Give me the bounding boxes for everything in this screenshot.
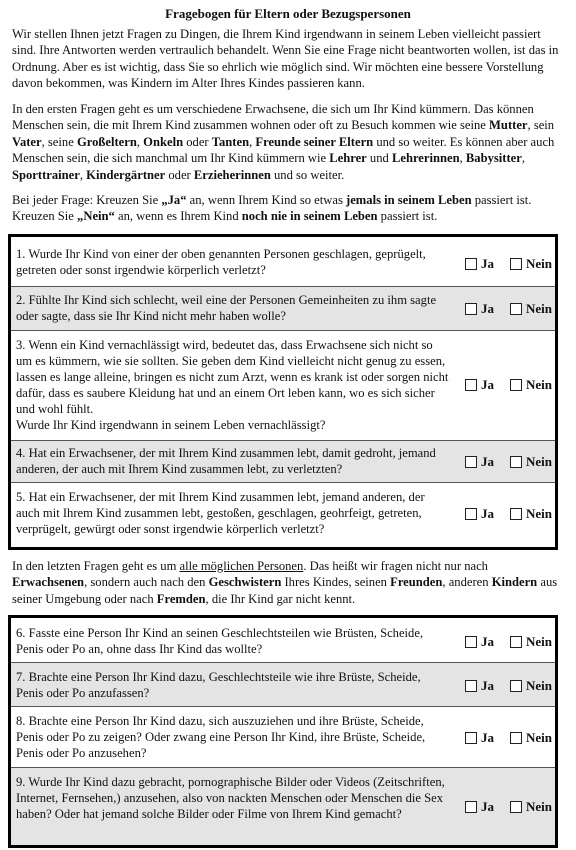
- checkbox-nein[interactable]: [510, 258, 522, 270]
- middle-paragraph: In den letzten Fragen geht es um alle möglichen Personen. Das heißt wir fragen nicht nur nach Erwachsenen, sondern auch nach den Geschwistern Ihres Kindes, seinen Freunden, anderen Kindern aus seiner Umgebung oder nach Fremden, die Ihr Kind gar nicht kennt.: [12, 559, 558, 606]
- ja-label: Ja: [481, 454, 494, 469]
- checkbox-ja[interactable]: [465, 801, 477, 813]
- question-text: 4. Hat ein Erwachsener, der mit Ihrem Kind zusammen lebt, damit gedroht, jemand anderen, der auch mit Ihrem Kind zusammen lebt, zu verletzten?: [16, 446, 436, 476]
- question-row-9: [11, 768, 555, 845]
- question-text: 2. Fühlte Ihr Kind sich schlecht, weil eine der Personen Gemeinheiten zu ihm sagte oder sagte, dass sie Ihr Kind nicht mehr haben wolle?: [16, 293, 437, 323]
- ja-label: Ja: [481, 301, 494, 316]
- answer-options: [455, 377, 555, 393]
- question-text: 9. Wurde Ihr Kind dazu gebracht, pornographische Bilder oder Videos (Zeitschriften, Internet, Fernsehen,) anzusehen, also von nackten Menschen oder Menschen die Sex haben? Oder hat jemand solche Bilder oder Filme von Ihrem Kind gemacht?: [16, 775, 445, 821]
- checkbox-ja[interactable]: [465, 680, 477, 692]
- answer-options: [455, 799, 555, 815]
- question-text: 1. Wurde Ihr Kind von einer der oben genannten Personen geschlagen, geprügelt, getreten oder sonst irgendwie körperlich verletzt?: [16, 247, 426, 277]
- question-row-1: [11, 237, 555, 287]
- ja-label: Ja: [481, 377, 494, 392]
- nein-label: Nein: [526, 506, 552, 521]
- nein-label: Nein: [526, 634, 552, 649]
- question-row-4: [11, 441, 555, 483]
- ja-label: Ja: [481, 256, 494, 271]
- ja-label: Ja: [481, 634, 494, 649]
- checkbox-nein[interactable]: [510, 303, 522, 315]
- question-text: 6. Fasste eine Person Ihr Kind an seinen Geschlechtsteilen wie Brüsten, Scheide, Penis oder Po an, ohne dass Ihr Kind das wollte?: [16, 626, 424, 656]
- nein-label: Nein: [526, 301, 552, 316]
- nein-label: Nein: [526, 730, 552, 745]
- question-box-section-1: [8, 234, 558, 550]
- checkbox-ja[interactable]: [465, 303, 477, 315]
- question-row-2: [11, 287, 555, 331]
- question-text: 5. Hat ein Erwachsener, der mit Ihrem Kind zusammen lebt, jemand anderen, der auch mit Ihrem Kind zusammen lebt, gestoßen, geschlagen, geohrfeigt, getreten, verprügelt, gewürgt oder sonst irgendwie körperlich verletzt?: [16, 490, 425, 536]
- checkbox-ja[interactable]: [465, 379, 477, 391]
- answer-options: [455, 634, 555, 650]
- checkbox-nein[interactable]: [510, 379, 522, 391]
- ja-label: Ja: [481, 730, 494, 745]
- question-text: 8. Brachte eine Person Ihr Kind dazu, sich auszuziehen und ihre Brüste, Scheide, Penis oder Po zu zeigen? Oder zwang eine Person Ihr Kind, ihre Brüste, Scheide, Penis oder Po anzusehen?: [16, 714, 426, 760]
- answer-options: [455, 678, 555, 694]
- checkbox-ja[interactable]: [465, 508, 477, 520]
- question-text-part-2: Wurde Ihr Kind irgendwann in seinem Leben vernachlässigt?: [16, 418, 326, 432]
- nein-label: Nein: [526, 678, 552, 693]
- ja-label: Ja: [481, 799, 494, 814]
- intro-paragraph-2: In den ersten Fragen geht es um verschiedene Erwachsene, die sich um Ihr Kind kümmern. Das können Menschen sein, die mit Ihrem Kind zusammen wohnen oder oft zu Besuch kommen wie seine Mutter, sein Vater, seine Großeltern, Onkeln oder Tanten, Freunde seiner Eltern und so weiter. Es können aber auch Menschen sein, die sich manchmal um Ihr Kind kümmern wie Lehrer und Lehrerinnen, Babysitter, Sporttrainer, Kindergärtner oder Erzieherinnen und so weiter.: [12, 102, 555, 182]
- checkbox-ja[interactable]: [465, 258, 477, 270]
- nein-label: Nein: [526, 454, 552, 469]
- ja-label: Ja: [481, 506, 494, 521]
- nein-label: Nein: [526, 256, 552, 271]
- question-row-3: [11, 331, 555, 441]
- question-row-5: [11, 483, 555, 547]
- checkbox-nein[interactable]: [510, 680, 522, 692]
- question-text: 7. Brachte eine Person Ihr Kind dazu, Geschlechtsteile wie ihre Brüste, Scheide, Penis oder Po anzufassen?: [16, 670, 421, 700]
- checkbox-nein[interactable]: [510, 732, 522, 744]
- checkbox-nein[interactable]: [510, 801, 522, 813]
- ja-label: Ja: [481, 678, 494, 693]
- checkbox-nein[interactable]: [510, 508, 522, 520]
- checkbox-ja[interactable]: [465, 636, 477, 648]
- checkbox-nein[interactable]: [510, 636, 522, 648]
- question-box-section-2: [8, 615, 558, 848]
- checkbox-ja[interactable]: [465, 732, 477, 744]
- instruction-paragraph: Bei jeder Frage: Kreuzen Sie „Ja“ an, wenn Ihrem Kind so etwas jemals in seinem Leben passiert ist. Kreuzen Sie „Nein“ an, wenn es Ihrem Kind noch nie in seinem Leben passiert ist.: [12, 193, 532, 224]
- answer-options: [455, 256, 555, 272]
- answer-options: [455, 301, 555, 317]
- nein-label: Nein: [526, 799, 552, 814]
- answer-options: [455, 730, 555, 746]
- page-title: Fragebogen für Eltern oder Bezugspersonen: [165, 6, 411, 21]
- question-row-7: [11, 663, 555, 707]
- checkbox-nein[interactable]: [510, 456, 522, 468]
- nein-label: Nein: [526, 377, 552, 392]
- question-text: [16, 337, 451, 433]
- intro-paragraph-1: Wir stellen Ihnen jetzt Fragen zu Dingen, die Ihrem Kind irgendwann in seinem Leben vielleicht passiert sind. Ihre Antworten werden vertraulich behandelt. Wenn Sie eine Frage nicht beantworten wollen, ist das in Ordnung. Aber es ist wichtig, dass Sie so ehrlich wie möglich sind. Wir möchten eine bessere Vorstellung davon bekommen, was Kindern im Alter Ihres Kindes passieren kann.: [12, 27, 559, 91]
- answer-options: [455, 454, 555, 470]
- checkbox-ja[interactable]: [465, 456, 477, 468]
- question-row-6: [11, 618, 555, 663]
- question-row-8: [11, 707, 555, 768]
- answer-options: [455, 506, 555, 522]
- question-text-part-1: 3. Wenn ein Kind vernachlässigt wird, bedeutet das, dass Erwachsene sich nicht so um es kümmern, wie sie sollten. Sie geben dem Kind vielleicht nicht genug zu essen, lassen es lange alleine, bringen es nicht zum Arzt, wenn es krank ist oder sorgen nicht dafür, dass es saubere Kleidung hat und an einem Ort leben kann, wo es sich sicher und wohl fühlt.: [16, 338, 449, 416]
